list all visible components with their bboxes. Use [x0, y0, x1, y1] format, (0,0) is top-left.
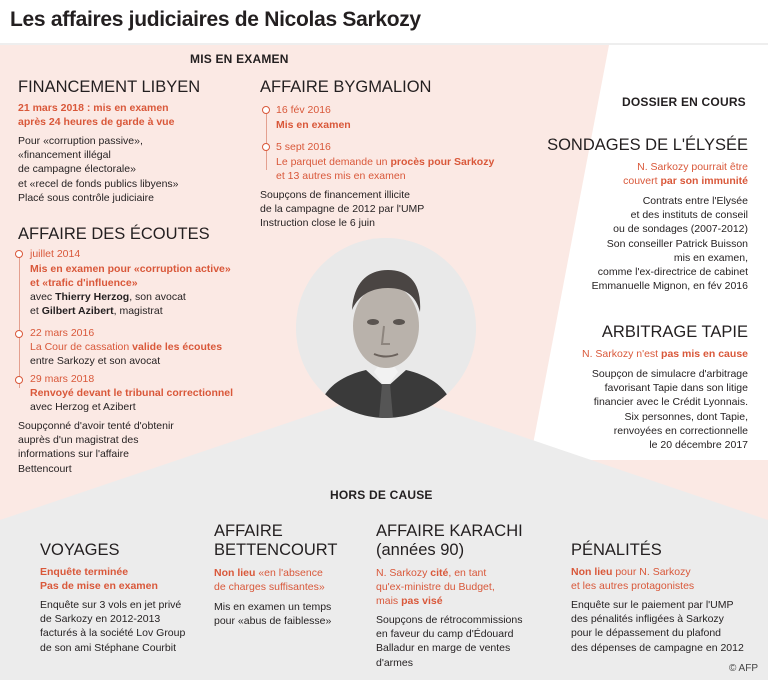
libyen-status-2: après 24 heures de garde à vue	[18, 116, 175, 128]
karachi-body-line: Balladur en marge de ventes	[376, 642, 511, 655]
karachi-status-bold: cité	[430, 567, 449, 579]
ecoutes-with-name: Gilbert Azibert	[41, 305, 114, 318]
heading-arbitrage-tapie: ARBITRAGE TAPIE	[601, 323, 748, 341]
zone-title-dossier-en-cours: DOSSIER EN COURS	[622, 95, 746, 109]
ecoutes-event-2	[30, 340, 222, 354]
penalites-body-line: pour le dépassement du plafond	[571, 627, 722, 640]
ecoutes-date-1: juillet 2014	[30, 248, 81, 260]
sondages-status-bold: par son immunité	[660, 175, 748, 187]
zone-title-mis-en-examen: MIS EN EXAMEN	[190, 52, 289, 66]
bygmalion-body-line: Soupçons de financement illicite	[260, 189, 411, 201]
bygmalion-date-2: 5 sept 2016	[276, 141, 331, 153]
ecoutes-event-1-line2: et «trafic d'influence»	[30, 277, 138, 289]
ecoutes-body	[18, 419, 248, 476]
heading-bettencourt-2: BETTENCOURT	[214, 541, 338, 559]
ecoutes-with-text: , magistrat	[113, 305, 163, 318]
voyages-body-line: facturés à la société Lov Group	[40, 627, 186, 640]
heading-penalites: PÉNALITÉS	[571, 541, 662, 559]
libyen-body-line: Placé sous contrôle judiciaire	[18, 191, 154, 204]
voyages-body-line: Enquête sur 3 vols en jet privé	[40, 599, 182, 611]
ecoutes-timeline-dot	[15, 250, 23, 258]
ecoutes-date-2: 22 mars 2016	[30, 327, 95, 339]
sondages-body-line: Emmanuelle Mignon, en fév 2016	[591, 280, 748, 293]
bygmalion-date-1: 16 fév 2016	[276, 104, 331, 116]
tapie-body	[498, 367, 748, 452]
card-affaire-karachi	[376, 522, 556, 670]
bygmalion-event-2	[276, 155, 516, 183]
voyages-status-2: Pas de mise en examen	[40, 580, 158, 592]
penalites-body-line: des dépenses de campagne en 2012	[571, 641, 744, 654]
bygmalion-timeline-dot	[262, 143, 270, 151]
bygmalion-body-line: Instruction close le 6 juin	[260, 217, 375, 230]
libyen-body-line: «financement illégal	[18, 149, 111, 162]
bettencourt-status-bold: Non lieu	[214, 567, 256, 579]
card-sondages-elysee	[498, 136, 748, 293]
tapie-body-line: renvoyées en correctionnelle	[613, 424, 748, 437]
ecoutes-event-2-text: La Cour de cassation	[30, 341, 133, 353]
bettencourt-status-1	[214, 566, 374, 580]
sondages-status-2	[498, 174, 748, 188]
sondages-body-line: ou de sondages (2007-2012)	[613, 223, 748, 236]
ecoutes-with-text: , son avocat	[129, 291, 186, 303]
ecoutes-timeline-line	[19, 254, 20, 388]
bettencourt-body-line: Mis en examen un temps	[214, 601, 332, 613]
karachi-body	[376, 613, 556, 670]
portrait-illustration	[296, 238, 476, 418]
ecoutes-event-2-bold: valide les écoutes	[132, 341, 223, 353]
bygmalion-body	[260, 188, 500, 231]
sondages-body-line: mis en examen,	[673, 251, 748, 264]
tapie-status-text: N. Sarkozy n'est	[581, 348, 662, 360]
sondages-body-line: comme l'ex-directrice de cabinet	[597, 266, 748, 279]
bygmalion-event-2-bold: procès pour Sarkozy	[390, 156, 495, 168]
bygmalion-timeline-line	[266, 110, 267, 170]
heading-karachi-2: (années 90)	[376, 541, 465, 559]
penalites-body-line: des pénalités infligées à Sarkozy	[571, 613, 724, 626]
sondages-body-line: Contrats entre l'Elysée	[642, 195, 748, 207]
bettencourt-status-2: de charges suffisantes»	[214, 581, 325, 593]
card-arbitrage-tapie	[498, 323, 748, 452]
libyen-body-line: Pour «corruption passive»,	[18, 135, 143, 147]
tapie-status-bold: pas mis en cause	[661, 348, 748, 360]
card-affaire-bygmalion	[260, 78, 520, 97]
voyages-body	[40, 598, 220, 655]
heading-sondages-elysee: SONDAGES DE L'ÉLYSÉE	[547, 136, 748, 154]
sondages-status-1: N. Sarkozy pourrait être	[637, 161, 748, 173]
ecoutes-event-1-with	[30, 290, 260, 318]
heading-affaire-bygmalion: AFFAIRE BYGMALION	[260, 78, 432, 96]
karachi-status-3	[376, 594, 556, 608]
card-voyages	[40, 541, 220, 655]
ecoutes-body-line: auprès d'un magistrat des	[18, 434, 139, 447]
bygmalion-event-1: Mis en examen	[276, 119, 351, 131]
karachi-status-2: qu'ex-ministre du Budget,	[376, 581, 495, 593]
sondages-status-text: couvert	[623, 175, 661, 187]
afp-credit: © AFP	[728, 663, 758, 674]
ecoutes-with-text: avec	[30, 291, 56, 303]
heading-affaire-des-ecoutes: AFFAIRE DES ÉCOUTES	[18, 225, 210, 243]
libyen-body-line: de campagne électorale»	[18, 163, 136, 176]
ecoutes-body-line: Bettencourt	[18, 462, 72, 475]
tapie-body-line: Soupçon de simulacre d'arbitrage	[591, 368, 748, 380]
ecoutes-event-3-sub: avec Herzog et Azibert	[30, 401, 136, 413]
penalites-body	[571, 598, 761, 655]
heading-financement-libyen: FINANCEMENT LIBYEN	[18, 78, 201, 96]
card-penalites	[571, 541, 761, 655]
bygmalion-event-2-line2: et 13 autres mis en examen	[276, 170, 406, 182]
karachi-status-text: N. Sarkozy	[376, 567, 431, 579]
sondages-body	[498, 194, 748, 293]
bygmalion-timeline-dot	[262, 106, 270, 114]
ecoutes-body-line: informations sur l'affaire	[18, 448, 129, 461]
bettencourt-status-text: «en l'absence	[255, 567, 323, 579]
heading-karachi-1: AFFAIRE KARACHI	[376, 522, 523, 540]
voyages-body-line: de son ami Stéphane Courbit	[40, 641, 177, 654]
heading-bettencourt-1: AFFAIRE	[214, 522, 283, 540]
karachi-body-line: Soupçons de rétrocommissions	[376, 614, 523, 626]
karachi-status-text: , en tant	[448, 567, 487, 579]
libyen-status-1: 21 mars 2018 : mis en examen	[18, 102, 169, 114]
voyages-body-line: de Sarkozy en 2012-2013	[40, 613, 161, 626]
card-financement-libyen	[18, 78, 258, 205]
bettencourt-body-line: pour «abus de faiblesse»	[214, 615, 332, 628]
libyen-body-line: et «recel de fonds publics libyens»	[18, 177, 179, 190]
karachi-status-text: mais	[376, 595, 402, 607]
karachi-body-line: d'armes	[376, 656, 414, 669]
penalites-status-text: pour N. Sarkozy	[612, 566, 691, 578]
bettencourt-body	[214, 600, 374, 628]
card-affaire-bettencourt	[214, 522, 374, 628]
voyages-status-1: Enquête terminée	[40, 566, 129, 578]
ecoutes-timeline-dot	[15, 330, 23, 338]
bygmalion-body-line: de la campagne de 2012 par l'UMP	[260, 203, 425, 216]
portrait-photo	[296, 238, 476, 418]
heading-voyages: VOYAGES	[40, 541, 120, 559]
ecoutes-date-3: 29 mars 2018	[30, 373, 95, 385]
ecoutes-event-2-sub: entre Sarkozy et son avocat	[30, 355, 161, 367]
zone-title-hors-de-cause: HORS DE CAUSE	[330, 488, 433, 502]
bygmalion-event-2-text: Le parquet demande un	[276, 156, 391, 168]
karachi-status-1	[376, 566, 556, 580]
ecoutes-body-line: Soupçonné d'avoir tenté d'obtenir	[18, 420, 174, 432]
sondages-body-line: Son conseiller Patrick Buisson	[606, 237, 748, 250]
ecoutes-event-1-line1: Mis en examen pour «corruption active»	[30, 263, 231, 275]
penalites-body-line: Enquête sur le paiement par l'UMP	[571, 599, 734, 611]
page-title: Les affaires judiciaires de Nicolas Sarkozy	[10, 8, 421, 31]
tapie-body-line: Six personnes, dont Tapie,	[624, 410, 748, 423]
ecoutes-with-name: Thierry Herzog	[55, 291, 130, 303]
tapie-status	[498, 347, 748, 361]
ecoutes-timeline-dot	[15, 376, 23, 384]
karachi-status-bold: pas visé	[401, 595, 443, 607]
ecoutes-event-1	[30, 262, 260, 290]
tapie-body-line: le 20 décembre 2017	[649, 439, 748, 452]
tapie-body-line: favorisant Tapie dans son litige	[604, 382, 748, 395]
karachi-body-line: en faveur du camp d'Édouard	[376, 628, 514, 641]
penalites-status-1	[571, 565, 761, 579]
ecoutes-with-text: et	[30, 305, 42, 318]
sondages-body-line: et des instituts de conseil	[630, 209, 748, 222]
tapie-body-line: financier avec le Crédit Lyonnais.	[593, 396, 748, 409]
ecoutes-event-3: Renvoyé devant le tribunal correctionnel	[30, 387, 234, 399]
penalites-status-2: et les autres protagonistes	[571, 580, 695, 592]
penalites-status-bold: Non lieu	[571, 566, 613, 578]
libyen-body	[18, 134, 258, 205]
